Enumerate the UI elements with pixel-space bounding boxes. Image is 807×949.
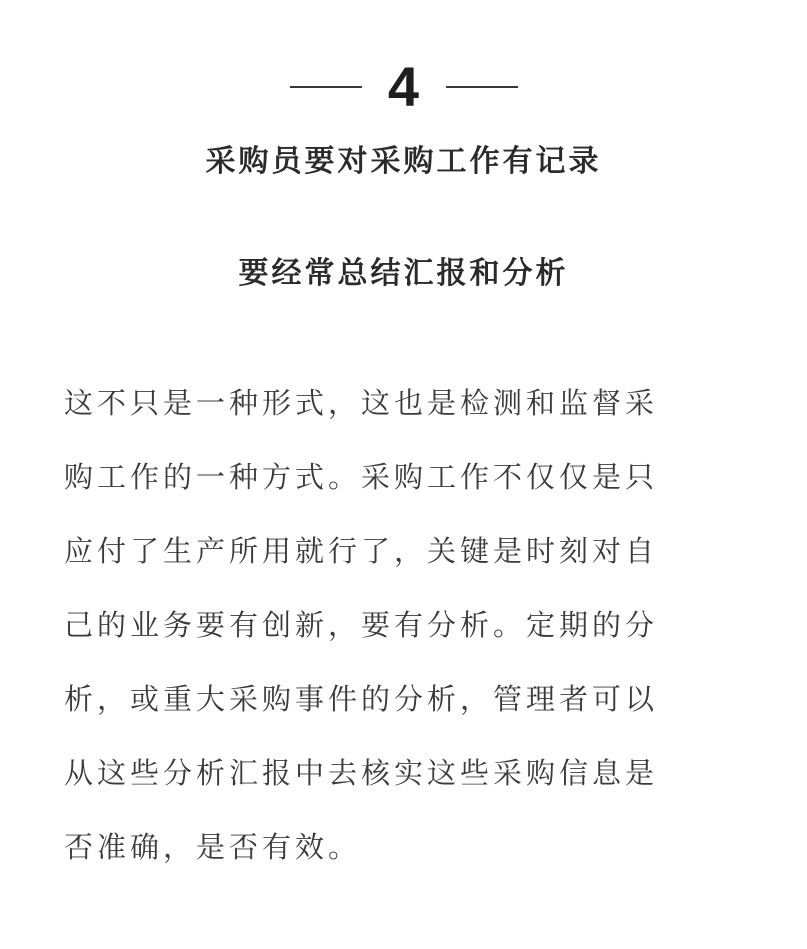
section-number-header	[0, 52, 807, 122]
body-line: 购工作的一种方式。采购工作不仅仅是只	[64, 460, 659, 494]
body-paragraph	[64, 366, 744, 884]
body-line: 应付了生产所用就行了，关键是时刻对自	[64, 534, 659, 568]
right-divider	[446, 86, 518, 88]
body-line: 从这些分析汇报中去核实这些采购信息是	[64, 756, 659, 790]
body-line: 析，或重大采购事件的分析，管理者可以	[64, 682, 659, 716]
body-line: 否准确，是否有效。	[64, 830, 362, 864]
body-line: 己的业务要有创新，要有分析。定期的分	[64, 608, 659, 642]
left-divider	[290, 86, 362, 88]
body-line: 这不只是一种形式，这也是检测和监督采	[64, 386, 659, 420]
section-title-line-1: 采购员要对采购工作有记录	[205, 144, 602, 179]
section-title-line-2: 要经常总结汇报和分析	[238, 256, 569, 291]
section-number: 4	[387, 55, 420, 118]
